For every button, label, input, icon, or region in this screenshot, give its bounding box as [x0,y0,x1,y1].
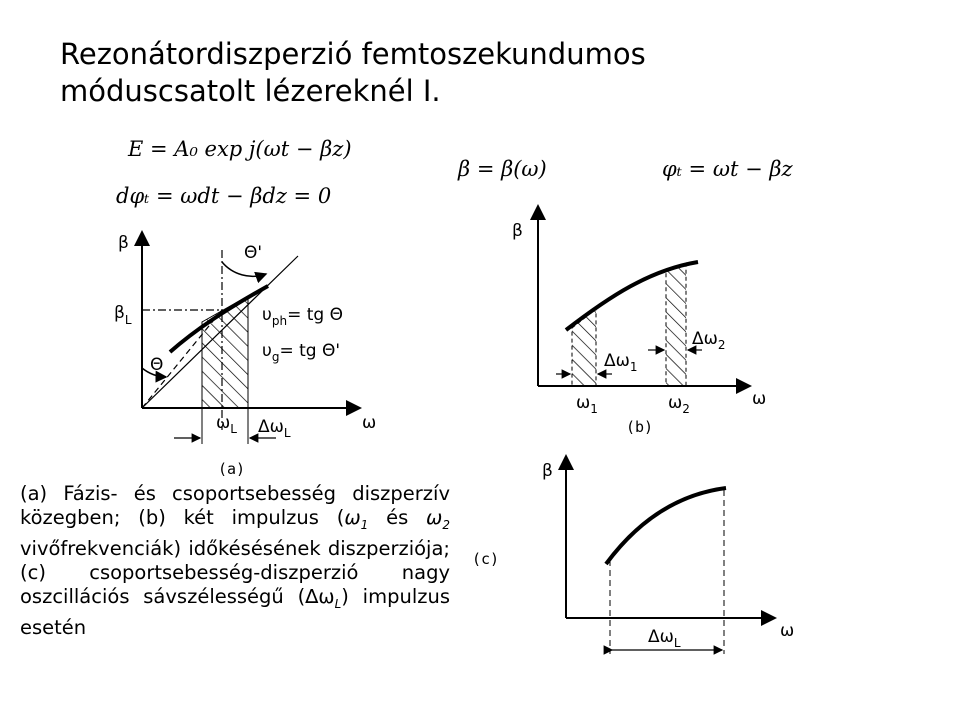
figure-a [114,232,376,478]
fig-b-omega1-label: $\omega_1$ [576,393,598,416]
title-line-1: Rezonátordiszperzió femtoszekundumos [60,37,646,71]
figure-b [512,206,766,436]
fig-a-delta-omegaL-label: $\Delta\omega_L$ [258,417,291,440]
fig-c-deltaL-label: $\Delta\omega_L$ [648,627,681,650]
fig-c-beta-label: β [542,461,553,481]
fig-b-panel-label: (b) [626,418,654,436]
fig-a-panel-label: (a) [218,460,246,478]
equation-field: E = A₀ exp j(ωt − βz) [128,137,352,161]
figure-caption: (a) Fázis- és csoportsebesség diszperzív közegben; (b) két impulzus ($\omega_1$ és $\omega_2$ vivőfrekvenciák) időkésésének diszperziója; (c) csoportsebesség-diszperzió nagy oszcillációs sávszélességű $(\Delta\omega_L)$ impulzus esetén [20,482,450,639]
fig-b-omega-label: ω [752,389,767,409]
fig-c-dispersion-curve [606,488,726,564]
fig-a-vph-label: $\upsilon_{ph}=$ tg Θ [262,305,343,328]
equation-phase: φₜ = ωt − βz [662,157,793,181]
fig-a-theta-prime-arc [222,262,266,276]
fig-a-vg-label: $\upsilon_g=$ tg Θ' [262,341,341,364]
fig-b-hatched-region-2 [666,263,686,386]
equation-phase-diff: dφₜ = ωdt − βdz = 0 [116,184,332,208]
fig-a-beta-label: β [118,233,129,253]
figure-c [472,456,794,654]
fig-b-delta1-label: $\Delta\omega_1$ [604,351,638,374]
fig-a-theta-label: Θ [150,355,164,375]
fig-a-omegaL-label: $\omega_L$ [216,413,237,436]
title-line-2: móduscsatolt lézereknél I. [60,74,441,108]
fig-a-betaL-label: $\beta_L$ [114,303,132,327]
fig-c-omega-label: ω [780,621,795,641]
fig-c-panel-label: (c) [472,550,500,568]
fig-b-beta-label: β [512,221,523,241]
fig-a-theta-prime-label: Θ' [244,243,263,263]
fig-b-delta2-label: $\Delta\omega_2$ [692,329,726,352]
fig-b-omega2-label: $\omega_2$ [668,393,690,416]
fig-a-omega-label: ω [362,413,377,433]
equation-dispersion: β = β(ω) [458,157,547,181]
